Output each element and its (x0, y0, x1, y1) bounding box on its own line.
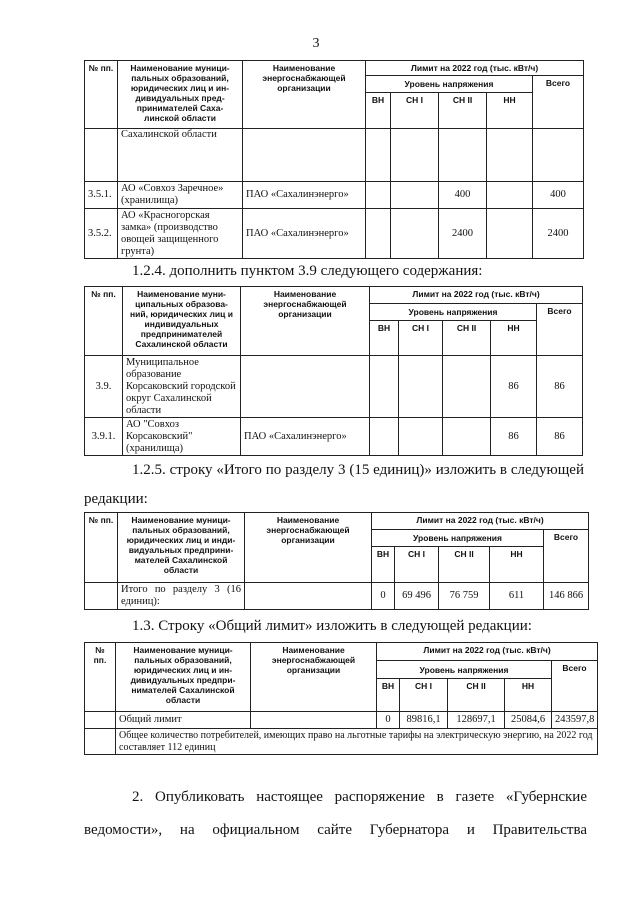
header-num: № пп. (85, 643, 116, 712)
row-org: ПАО «Сахалинэнерго» (243, 182, 366, 209)
row-sn1 (391, 182, 439, 209)
row-nn: 86 (491, 418, 537, 456)
table-row (85, 356, 583, 418)
row-vn (370, 418, 399, 456)
row-sn1: 69 496 (395, 583, 439, 610)
header-vn: ВН (366, 93, 391, 129)
limits-table-1 (84, 60, 584, 259)
header-sn1: СН I (395, 547, 439, 583)
row-total: 86 (537, 418, 583, 456)
row-total: 400 (533, 182, 584, 209)
header-vn: ВН (372, 547, 395, 583)
row-nn (487, 182, 533, 209)
header-sn2: СН II (448, 679, 505, 712)
table-row (85, 712, 598, 729)
table-row (85, 418, 583, 456)
header-limit: Лимит на 2022 год (тыс. кВт/ч) (372, 513, 589, 530)
row-num: 3.9. (85, 356, 123, 418)
row-sn1: 89816,1 (400, 712, 448, 729)
row-vn (366, 209, 391, 259)
row-sn1 (399, 356, 443, 418)
row-name: Общий лимит (116, 712, 251, 729)
header-name: Наименование муници- пальных образований, юридических лиц и инди- видуальных предприни- мателей Сахалинской области (118, 513, 245, 583)
header-org: Наименование энергоснабжающей организации (243, 61, 366, 129)
header-limit: Лимит на 2022 год (тыс. кВт/ч) (370, 287, 583, 304)
header-org: Наименование энергоснабжающей организации (251, 643, 377, 712)
row-vn: 0 (372, 583, 395, 610)
row-sn1 (399, 418, 443, 456)
row-org: ПАО «Сахалинэнерго» (241, 418, 370, 456)
row-nn: 25084,6 (505, 712, 552, 729)
header-name: Наименование муни- ципальных образова- ний, юридических лиц и индивидуальных предпринимателей Сахалинской области (123, 287, 241, 356)
header-level: Уровень напряжения (377, 661, 552, 679)
paragraph-1-2-5-line2: редакции: (84, 491, 148, 507)
table-row (85, 182, 584, 209)
header-total: Всего (533, 76, 584, 129)
continued-name: Сахалинской области (118, 129, 243, 182)
header-num: № пп. (85, 287, 123, 356)
paragraph-1-3: 1.3. Строку «Общий лимит» изложить в следующей редакции: (132, 618, 532, 634)
page-number: 3 (312, 36, 320, 51)
table-row (85, 729, 598, 755)
row-total: 146 866 (544, 583, 589, 610)
header-org: Наименование энергоснабжающей организации (241, 287, 370, 356)
row-org (251, 712, 377, 729)
paragraph-1-2-5-line1: 1.2.5. строку «Итого по разделу 3 (15 единиц)» изложить в следующей (132, 462, 584, 478)
row-num: 3.5.2. (85, 209, 118, 259)
row-sn2 (443, 356, 491, 418)
row-vn (370, 356, 399, 418)
row-org (241, 356, 370, 418)
row-name: Муниципальное образование Корсаковский городской округ Сахалинской области (123, 356, 241, 418)
header-total: Всего (552, 661, 598, 712)
header-limit: Лимит на 2022 год (тыс. кВт/ч) (377, 643, 598, 661)
row-total: 86 (537, 356, 583, 418)
row-org: ПАО «Сахалинэнерго» (243, 209, 366, 259)
header-level: Уровень напряжения (366, 76, 533, 93)
row-name: АО «Красногорская замка» (производство овощей защищенного грунта) (118, 209, 243, 259)
row-name: Итого по разделу 3 (16 единиц): (118, 583, 245, 610)
header-sn1: СН I (391, 93, 439, 129)
row-vn: 0 (377, 712, 400, 729)
header-vn: ВН (370, 321, 399, 356)
header-nn: НН (505, 679, 552, 712)
row-nn: 611 (490, 583, 544, 610)
row-vn (366, 182, 391, 209)
header-num: № пп. (85, 61, 118, 129)
header-limit: Лимит на 2022 год (тыс. кВт/ч) (366, 61, 584, 76)
row-nn (487, 209, 533, 259)
row-sn2: 400 (439, 182, 487, 209)
table-row (85, 129, 584, 182)
header-org: Наименование энергоснабжающей организации (245, 513, 372, 583)
limits-table-3 (84, 512, 589, 610)
limits-table-2 (84, 286, 583, 456)
header-name: Наименование муници- пальных образований, юридических лиц и ин- дивидуальных предпри- нимателей Сахалинской области (116, 643, 251, 712)
header-total: Всего (544, 530, 589, 583)
header-nn: НН (491, 321, 537, 356)
header-level: Уровень напряжения (370, 304, 537, 321)
row-total: 2400 (533, 209, 584, 259)
table-row (85, 583, 589, 610)
row-nn: 86 (491, 356, 537, 418)
row-org (245, 583, 372, 610)
row-total: 243597,8 (552, 712, 598, 729)
row-sn2: 128697,1 (448, 712, 505, 729)
row-sn2 (443, 418, 491, 456)
row-sn2: 2400 (439, 209, 487, 259)
table-row (85, 209, 584, 259)
row-name: АО «Совхоз Заречное» (хранилища) (118, 182, 243, 209)
header-nn: НН (490, 547, 544, 583)
paragraph-2-line2: ведомости», на официальном сайте Губернатора и Правительства (84, 822, 587, 838)
header-sn2: СН II (439, 93, 487, 129)
header-total: Всего (537, 304, 583, 356)
row-sn2: 76 759 (439, 583, 490, 610)
header-level: Уровень напряжения (372, 530, 544, 547)
header-vn: ВН (377, 679, 400, 712)
header-sn2: СН II (443, 321, 491, 356)
header-sn2: СН II (439, 547, 490, 583)
consumer-count-note: Общее количество потребителей, имеющих право на льготные тарифы на электрическую энергию, на 2022 год составляет 112 единиц (116, 729, 598, 755)
header-sn1: СН I (399, 321, 443, 356)
header-sn1: СН I (400, 679, 448, 712)
row-num: 3.5.1. (85, 182, 118, 209)
paragraph-1-2-4: 1.2.4. дополнить пунктом 3.9 следующего содержания: (132, 263, 483, 279)
header-name: Наименование муници- пальных образований, юридических лиц и ин- дивидуальных пред- принимателей Саха- линской области (118, 61, 243, 129)
row-num: 3.9.1. (85, 418, 123, 456)
header-num: № пп. (85, 513, 118, 583)
paragraph-2-line1: 2. Опубликовать настоящее распоряжение в газете «Губернские (132, 789, 587, 805)
limits-table-4 (84, 642, 598, 755)
header-nn: НН (487, 93, 533, 129)
row-name: АО "Совхоз Корсаковский" (хранилища) (123, 418, 241, 456)
row-sn1 (391, 209, 439, 259)
